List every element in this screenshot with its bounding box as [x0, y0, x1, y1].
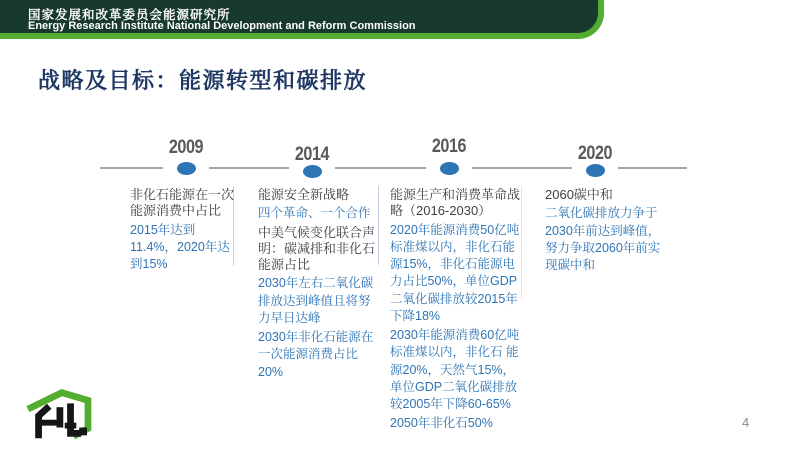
- timeline-dot-2009: [177, 162, 196, 175]
- timeline-line-segment: [472, 167, 572, 169]
- header-banner: [0, 0, 604, 39]
- timeline-year-2014: 2014: [294, 144, 330, 165]
- milestone-2016-heading: 能源生产和消费革命战略（2016-2030）: [390, 187, 521, 219]
- milestone-2016-detail: 2050年非化石50%: [390, 416, 493, 431]
- timeline-line-segment: [335, 167, 426, 169]
- timeline-column-2016: [390, 187, 520, 435]
- timeline-year-2020: 2020: [577, 143, 613, 164]
- milestone-2016-detail: 2020年能源消费50亿吨标准煤以内，非化石能源15%，非化石能源电力占比50%，单位GDP二氧化碳排放较2015年下降18%: [390, 222, 520, 323]
- milestone-2020-detail: 二氧化碳排放力争于2030年前达到峰值，努力争取2060年前实现碳中和: [545, 206, 661, 272]
- milestone-2016-detail: 2030年能源消费60亿吨标准煤以内，非化石 能源20%，天然气15%，单位GDP二氧化碳排放较2005年下降60-65%: [390, 328, 520, 411]
- org-name-english: Energy Research Institute National Development and Reform Commission: [28, 20, 416, 32]
- milestone-2020-heading: 2060碳中和: [545, 187, 613, 202]
- timeline-dot-2014: [303, 165, 322, 178]
- timeline-year-2016: 2016: [431, 136, 467, 157]
- timeline-year-2009: 2009: [168, 137, 204, 158]
- org-name-chinese: 国家发展和改革委员会能源研究所: [28, 8, 231, 22]
- timeline-line-segment: [618, 167, 687, 169]
- column-divider: [378, 186, 379, 265]
- milestone-2014-detail: 2030年左右二氧化碳排放达到峰值且将努力早日达峰: [258, 276, 374, 325]
- timeline-column-2014: [258, 187, 376, 383]
- milestone-2014-detail: 四个革命、一个合作: [258, 206, 371, 221]
- slide-title: 战略及目标：能源转型和碳排放: [38, 68, 368, 93]
- timeline-dot-2016: [440, 162, 459, 175]
- milestone-2014-heading: 能源安全新战略: [258, 187, 350, 202]
- eri-institute-logo-icon: [18, 382, 94, 444]
- timeline-column-2020: [545, 187, 665, 276]
- timeline-column-2009: [130, 187, 240, 275]
- milestone-2014-heading: 中美气候变化联合声明：碳减排和非化石能源占比: [258, 224, 376, 272]
- timeline-dot-2020: [586, 164, 605, 177]
- timeline-line-segment: [100, 167, 163, 169]
- milestone-2009-heading: 非化石能源在一次能源消费中占比: [130, 187, 235, 219]
- timeline-line-segment: [209, 167, 289, 169]
- column-divider: [521, 186, 522, 298]
- milestone-2009-detail: 2015年达到11.4%，2020年达到15%: [130, 222, 230, 271]
- milestone-2014-detail: 2030年非化石能源在一次能源消费占比20%: [258, 330, 374, 379]
- page-number: 4: [742, 415, 750, 430]
